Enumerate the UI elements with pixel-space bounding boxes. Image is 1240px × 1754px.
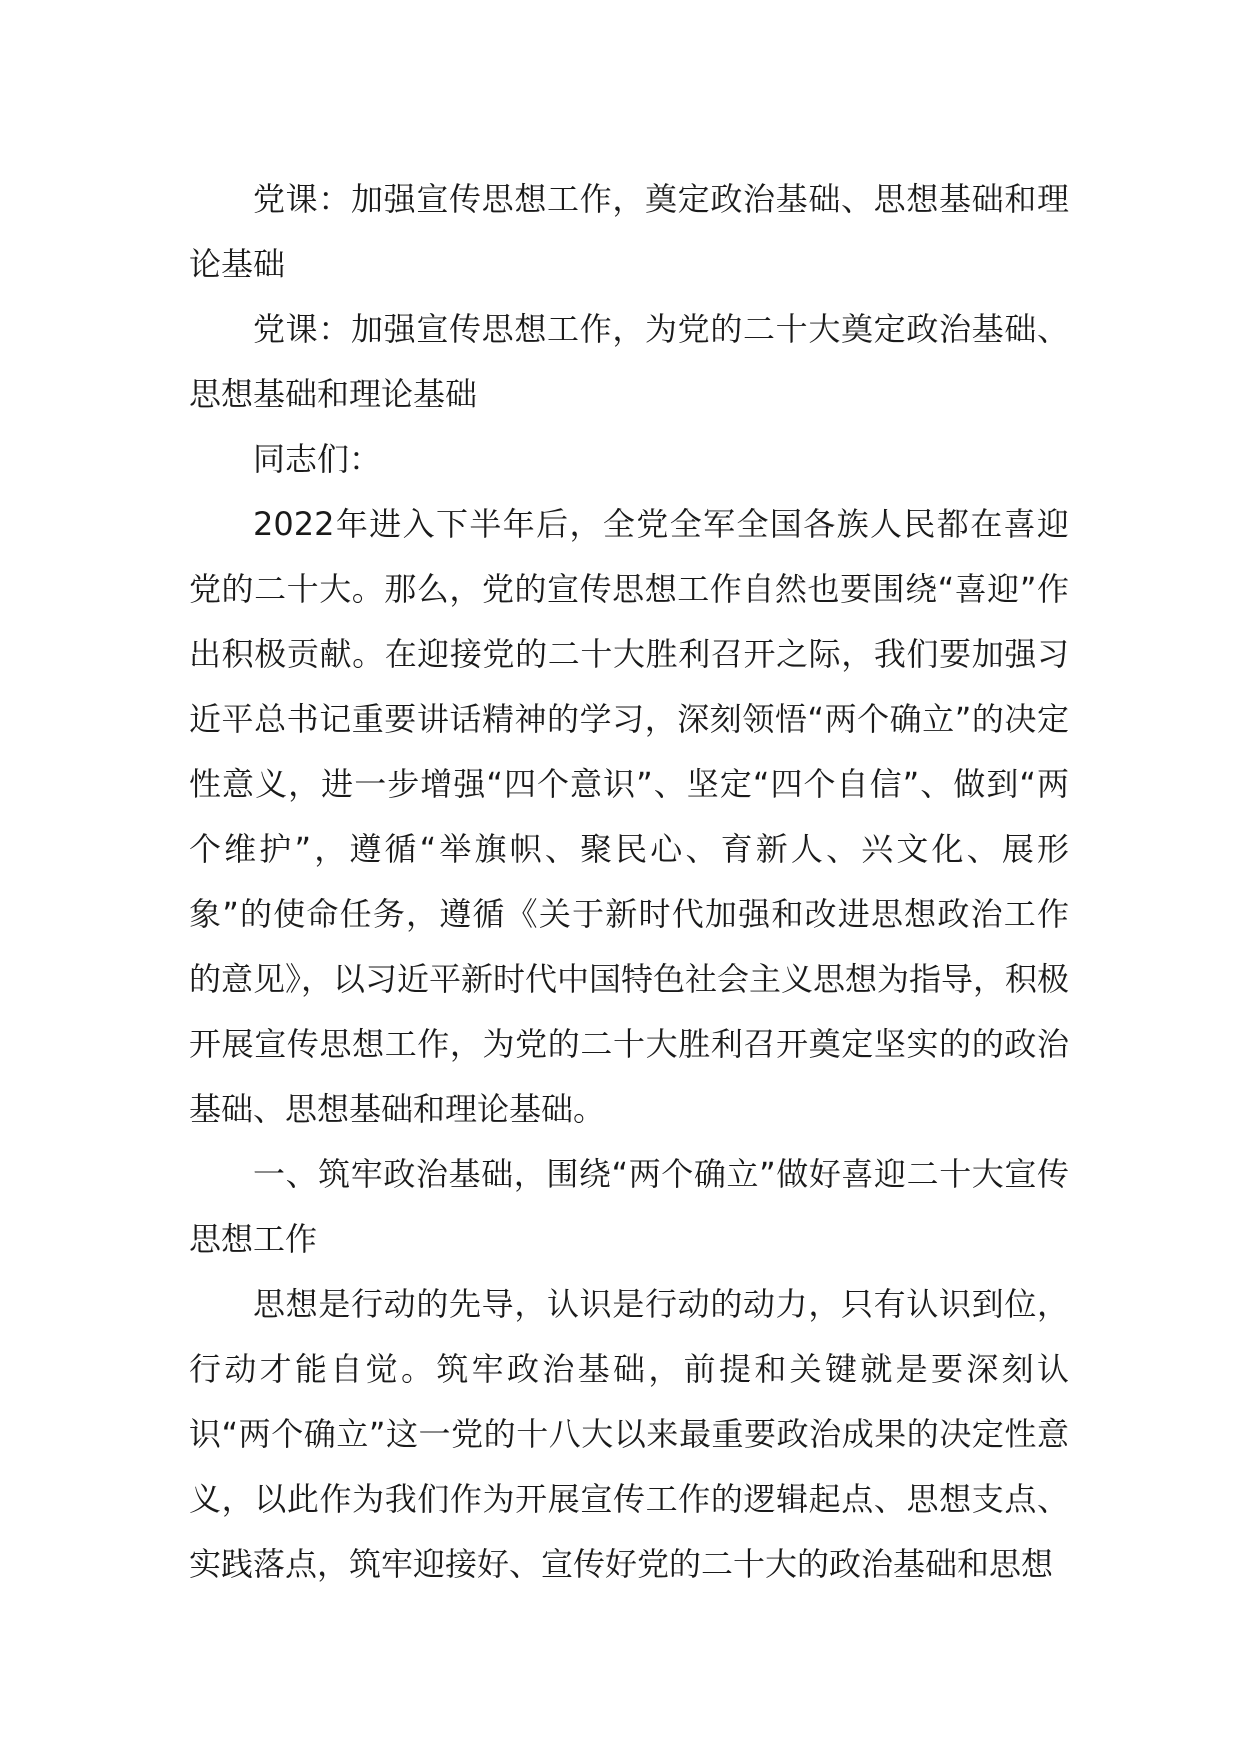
document-title: 党课：加强宣传思想工作，奠定政治基础、思想基础和理论基础	[189, 180, 1069, 283]
salutation: 同志们：	[253, 440, 382, 478]
document-body	[189, 167, 1069, 1597]
section-1-body: 思想是行动的先导，认识是行动的动力，只有认识到位，行动才能自觉。筑牢政治基础，前提和关键就是要深刻认识“两个确立”这一党的十八大以来最重要政治成果的决定性意义，以此作为我们作为开展宣传工作的逻辑起点、思想支点、实践落点，筑牢迎接好、宣传好党的二十大的政治基础和思想	[189, 1285, 1069, 1583]
document-subtitle: 党课：加强宣传思想工作，为党的二十大奠定政治基础、思想基础和理论基础	[189, 310, 1069, 413]
section-1-heading: 一、筑牢政治基础，围绕“两个确立”做好喜迎二十大宣传思想工作	[189, 1155, 1069, 1258]
intro-paragraph: 2022年进入下半年后，全党全军全国各族人民都在喜迎党的二十大。那么，党的宣传思想工作自然也要围绕“喜迎”作出积极贡献。在迎接党的二十大胜利召开之际，我们要加强习近平总书记重要讲话精神的学习，深刻领悟“两个确立”的决定性意义，进一步增强“四个意识”、坚定“四个自信”、做到“两个维护”，遵循“举旗帜、聚民心、育新人、兴文化、展形象”的使命任务，遵循《关于新时代加强和改进思想政治工作的意见》，以习近平新时代中国特色社会主义思想为指导，积极开展宣传思想工作，为党的二十大胜利召开奠定坚实的的政治基础、思想基础和理论基础。	[189, 505, 1070, 1128]
